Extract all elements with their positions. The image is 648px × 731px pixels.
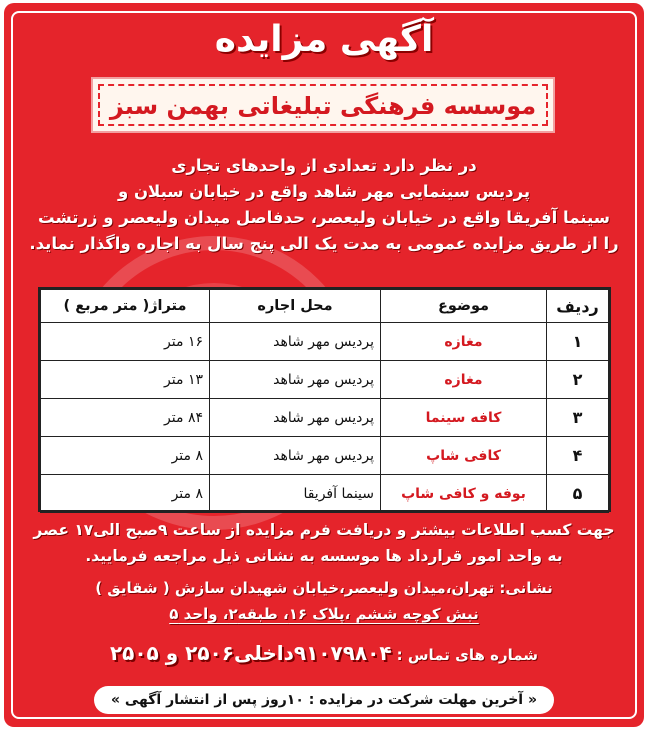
- row-location: پردیس مهر شاهد: [210, 323, 381, 361]
- intro-text: [20, 153, 628, 257]
- ad-frame: [4, 3, 644, 727]
- row-subject: مغازه: [381, 361, 547, 399]
- row-area: ۸ متر: [41, 475, 210, 513]
- intro-line: در نظر دارد تعدادی از واحدهای تجاری: [171, 156, 477, 175]
- table-header-row: [41, 290, 609, 323]
- units-table: [38, 287, 611, 512]
- row-area: ۱۳ متر: [41, 361, 210, 399]
- ad-title: آگهی مزایده: [214, 19, 434, 60]
- row-number: ۳: [547, 399, 609, 437]
- table-row: [41, 361, 609, 399]
- intro-line: را از طریق مزایده عمومی به مدت یک الی پنج سال به اجاره واگذار نماید.: [29, 234, 619, 253]
- row-subject: کافه سینما: [381, 399, 547, 437]
- address-line-2-wrap: [4, 601, 644, 627]
- row-subject: مغازه: [381, 323, 547, 361]
- intro-line: سینما آفریقا واقع در خیابان ولیعصر، حدفاصل میدان ولیعصر و زرتشت: [38, 208, 610, 227]
- info-line-1: جهت کسب اطلاعات بیشتر و دریافت فرم مزایده از ساعت ۹صبح الی۱۷ عصر: [33, 521, 615, 539]
- header-area: متراژ( متر مربع ): [41, 290, 210, 323]
- contact-label: شماره های تماس :: [396, 646, 539, 664]
- row-number: ۵: [547, 475, 609, 513]
- address-line-2: نبش کوچه ششم ،پلاک ۱۶، طبقه۲، واحد ۵: [169, 605, 479, 623]
- row-number: ۴: [547, 437, 609, 475]
- row-subject: بوفه و کافی شاپ: [381, 475, 547, 513]
- row-area: ۱۶ متر: [41, 323, 210, 361]
- table-row: [41, 399, 609, 437]
- organization-name: موسسه فرهنگی تبلیغاتی بهمن سبز: [109, 92, 537, 120]
- row-subject: کافی شاپ: [381, 437, 547, 475]
- info-line-2: به واحد امور قرارداد ها موسسه به نشانی ذیل مراجعه فرمایید.: [85, 547, 563, 565]
- header-subject: موضوع: [381, 290, 547, 323]
- row-location: پردیس مهر شاهد: [210, 437, 381, 475]
- row-area: ۸ متر: [41, 437, 210, 475]
- table-row: [41, 323, 609, 361]
- row-number: ۲: [547, 361, 609, 399]
- header-row-number: ردیف: [547, 290, 609, 323]
- row-location: پردیس مهر شاهد: [210, 399, 381, 437]
- row-location: سینما آفریقا: [210, 475, 381, 513]
- row-number: ۱: [547, 323, 609, 361]
- contact-info: [4, 641, 644, 665]
- table-row: [41, 475, 609, 513]
- contact-numbers: ۹۱۰۷۹۸۰۴داخلی۲۵۰۶ و ۲۵۰۵: [109, 641, 392, 665]
- intro-line: پردیس سینمایی مهر شاهد واقع در خیابان سبلان و: [117, 182, 531, 201]
- organization-banner: [91, 77, 555, 133]
- row-location: پردیس مهر شاهد: [210, 361, 381, 399]
- header-location: محل اجاره: [210, 290, 381, 323]
- table-row: [41, 437, 609, 475]
- deadline-banner: « آخرین مهلت شرکت در مزایده : ۱۰روز پس از انتشار آگهی »: [94, 686, 554, 714]
- address-line-1: نشانی: تهران،میدان ولیعصر،خیابان شهیدان سازش ( شقایق ): [95, 579, 553, 597]
- row-area: ۸۴ متر: [41, 399, 210, 437]
